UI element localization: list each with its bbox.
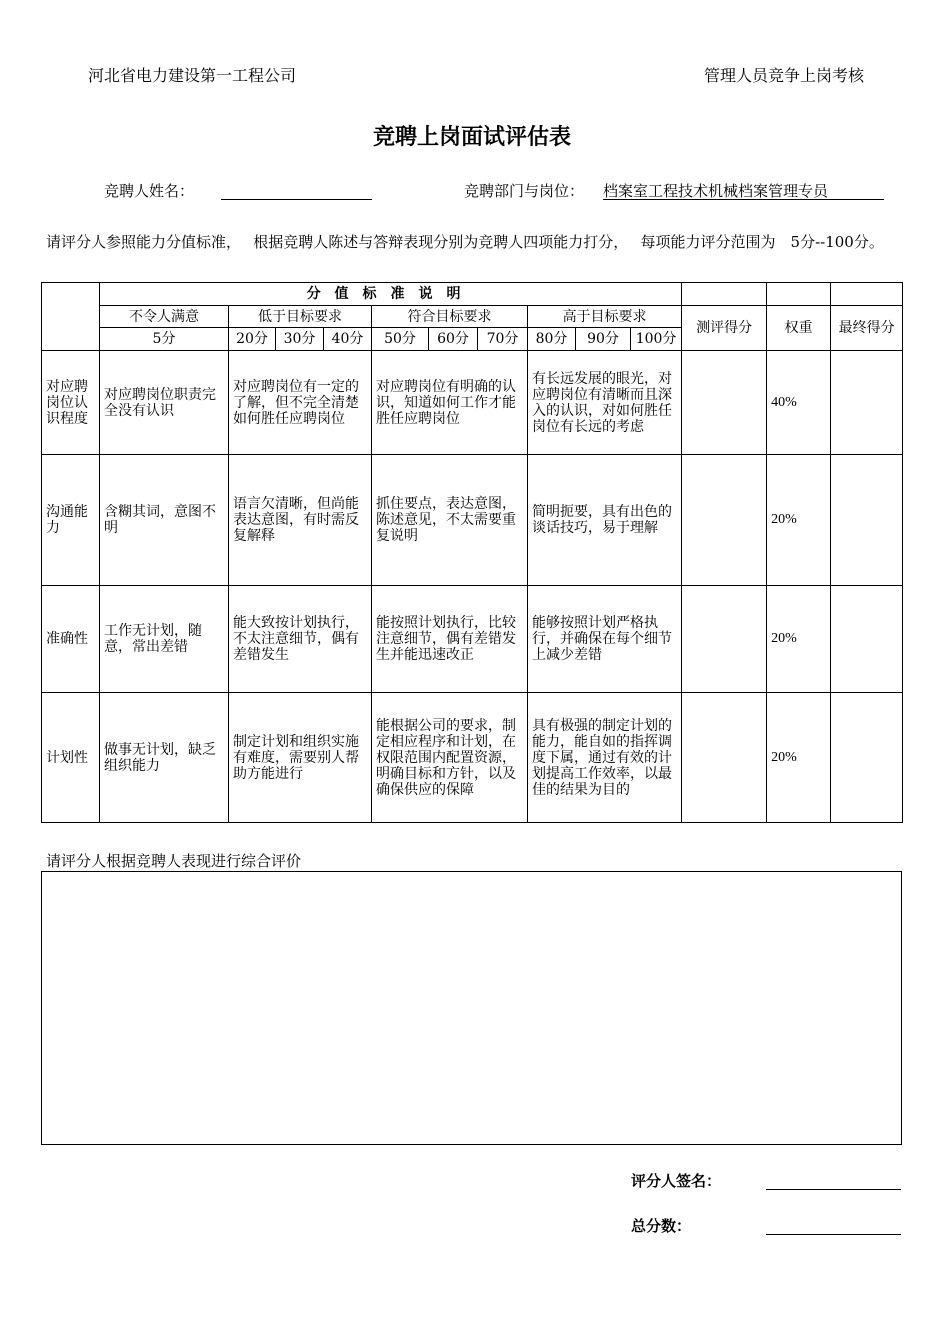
point-header: 5分 <box>100 328 229 351</box>
item-label: 沟通能力 <box>42 455 100 586</box>
criteria-group-header: 分值标准说明 <box>100 283 682 306</box>
point-header: 40分 <box>324 328 372 351</box>
final-score-cell[interactable] <box>831 693 903 823</box>
score-cell[interactable] <box>682 351 767 455</box>
signature-label: 评分人签名： <box>631 1172 722 1190</box>
level-3-desc: 能按照计划执行，比较注意细节，偶有差错发生并能迅速改正 <box>372 586 528 693</box>
evaluation-table <box>41 282 903 823</box>
instruction-text: 请评分人参照能力分值标准， 根据竞聘人陈述与答辩表现分别为竞聘人四项能力打分， 每项能力评分范围为 5分--100分。 <box>46 233 884 251</box>
form-category: 管理人员竞争上岗考核 <box>703 66 864 85</box>
level-4-desc: 能够按照计划严格执行，并确保在每个细节上减少差错 <box>528 586 682 693</box>
name-field[interactable] <box>221 180 372 200</box>
signature-field[interactable] <box>766 1170 901 1190</box>
company-name: 河北省电力建设第一工程公司 <box>88 66 297 85</box>
item-label: 准确性 <box>42 586 100 693</box>
final-score-header: 最终得分 <box>831 306 903 351</box>
comment-box[interactable] <box>41 871 902 1145</box>
level-2-desc: 语言欠清晰，但尚能表达意图，有时需反复解释 <box>229 455 372 586</box>
level-2-desc: 制定计划和组织实施有难度，需要别人帮助方能进行 <box>229 693 372 823</box>
item-label: 对应聘岗位认识程度 <box>42 351 100 455</box>
score-cell[interactable] <box>682 693 767 823</box>
level-4-desc: 简明扼要，具有出色的谈话技巧，易于理解 <box>528 455 682 586</box>
level-4-desc: 具有极强的制定计划的能力，能自如的指挥调度下属，通过有效的计划提高工作效率，以最佳的结果为目的 <box>528 693 682 823</box>
level-1-desc: 工作无计划，随意，常出差错 <box>100 586 229 693</box>
point-header: 70分 <box>478 328 528 351</box>
weight-cell: 40% <box>767 351 831 455</box>
table-row <box>42 586 903 693</box>
header-blank-cell <box>831 283 903 306</box>
level-3-desc: 抓住要点，表达意图，陈述意见，不太需要重复说明 <box>372 455 528 586</box>
weight-cell: 20% <box>767 693 831 823</box>
level-2-desc: 对应聘岗位有一定的了解，但不完全清楚如何胜任应聘岗位 <box>229 351 372 455</box>
final-score-cell[interactable] <box>831 586 903 693</box>
name-label: 竞聘人姓名： <box>104 182 195 200</box>
level-3-desc: 能根据公司的要求，制定相应程序和计划，在权限范围内配置资源，明确目标和方针，以及确保供应的保障 <box>372 693 528 823</box>
table-row <box>42 351 903 455</box>
comment-label: 请评分人根据竞聘人表现进行综合评价 <box>46 852 302 870</box>
point-header: 20分 <box>229 328 276 351</box>
header-blank-cell <box>682 283 767 306</box>
weight-cell: 20% <box>767 455 831 586</box>
final-score-cell[interactable] <box>831 455 903 586</box>
point-header: 80分 <box>528 328 576 351</box>
dept-field[interactable]: 档案室工程技术机械档案管理专员 <box>603 180 884 200</box>
score-cell[interactable] <box>682 455 767 586</box>
point-header: 90分 <box>576 328 631 351</box>
page-title: 竞聘上岗面试评估表 <box>372 124 571 150</box>
dept-label: 竞聘部门与岗位： <box>464 182 585 200</box>
level-header: 不令人满意 <box>100 306 229 328</box>
point-header: 30分 <box>276 328 324 351</box>
table-row <box>42 455 903 586</box>
final-score-cell[interactable] <box>831 351 903 455</box>
score-header: 测评得分 <box>682 306 767 351</box>
level-1-desc: 做事无计划，缺乏组织能力 <box>100 693 229 823</box>
total-score-field[interactable] <box>766 1215 901 1235</box>
level-4-desc: 有长远发展的眼光，对应聘岗位有清晰而且深入的认识，对如何胜任岗位有长远的考虑 <box>528 351 682 455</box>
level-2-desc: 能大致按计划执行，不太注意细节，偶有差错发生 <box>229 586 372 693</box>
point-header: 50分 <box>372 328 429 351</box>
weight-header: 权重 <box>767 306 831 351</box>
item-label: 计划性 <box>42 693 100 823</box>
level-3-desc: 对应聘岗位有明确的认识，知道如何工作才能胜任应聘岗位 <box>372 351 528 455</box>
corner-cell <box>42 283 100 351</box>
total-score-label: 总分数： <box>631 1217 692 1235</box>
table-row <box>42 693 903 823</box>
weight-cell: 20% <box>767 586 831 693</box>
level-header: 低于目标要求 <box>229 306 372 328</box>
score-cell[interactable] <box>682 586 767 693</box>
level-header: 高于目标要求 <box>528 306 682 328</box>
level-header: 符合目标要求 <box>372 306 528 328</box>
level-1-desc: 对应聘岗位职责完全没有认识 <box>100 351 229 455</box>
level-1-desc: 含糊其词，意图不明 <box>100 455 229 586</box>
header-blank-cell <box>767 283 831 306</box>
point-header: 100分 <box>631 328 682 351</box>
point-header: 60分 <box>429 328 478 351</box>
